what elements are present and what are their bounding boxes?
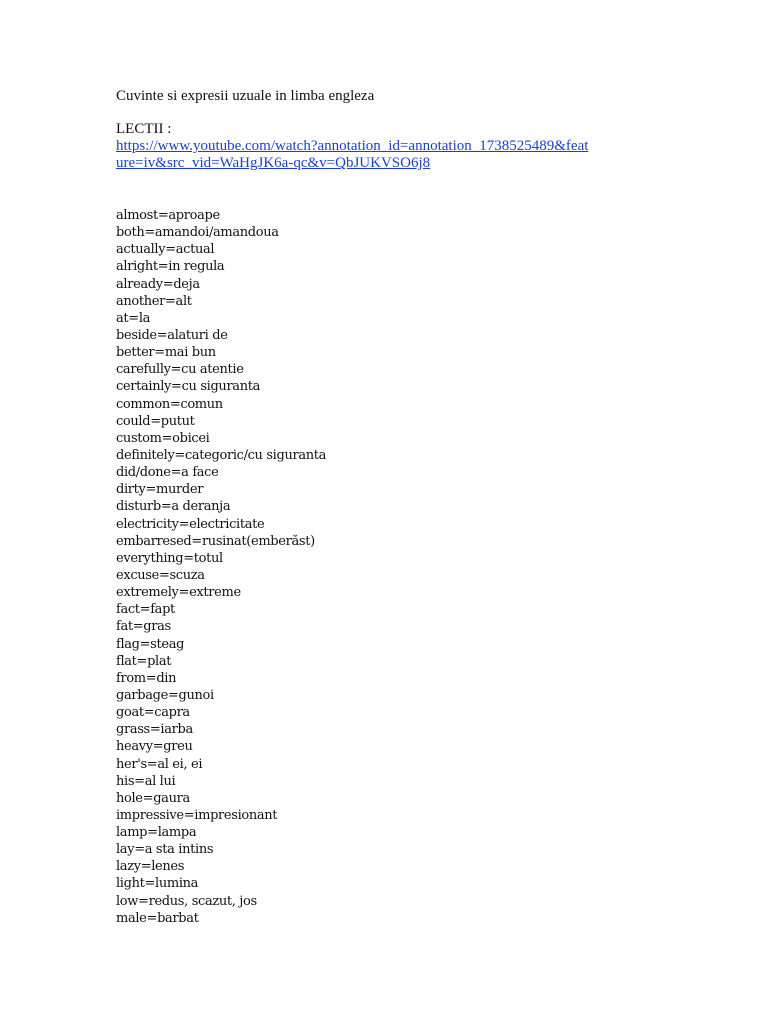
vocabulary-item: did/done=a face bbox=[116, 465, 219, 481]
vocabulary-item: custom=obicei bbox=[116, 430, 210, 446]
vocabulary-item: light=lumina bbox=[116, 876, 199, 892]
youtube-link-line-2[interactable]: ure=iv&src_vid=WaHgJK6a-qc&v=QbJUKVSO6j8 bbox=[116, 155, 431, 171]
document-title: Cuvinte si expresii uzuale in limba engleza bbox=[116, 88, 375, 104]
vocabulary-item: could=putut bbox=[116, 413, 195, 429]
vocabulary-list bbox=[116, 207, 736, 927]
vocabulary-item: common=comun bbox=[116, 396, 223, 412]
vocabulary-item: heavy=greu bbox=[116, 739, 193, 755]
vocabulary-item: extremely=extreme bbox=[116, 585, 241, 601]
vocabulary-item: goat=capra bbox=[116, 705, 190, 721]
vocabulary-item: lay=a sta intins bbox=[116, 842, 214, 858]
vocabulary-item: definitely=categoric/cu siguranta bbox=[116, 447, 327, 463]
vocabulary-item: flag=steag bbox=[116, 636, 185, 652]
vocabulary-item: her's=al ei, ei bbox=[116, 756, 203, 772]
vocabulary-item: from=din bbox=[116, 670, 177, 686]
vocabulary-item: both=amandoi/amandoua bbox=[116, 225, 279, 241]
vocabulary-item: garbage=gunoi bbox=[116, 687, 214, 703]
vocabulary-item: lamp=lampa bbox=[116, 825, 197, 841]
vocabulary-item: at=la bbox=[116, 310, 151, 326]
vocabulary-item: alright=in regula bbox=[116, 259, 225, 275]
vocabulary-item: fat=gras bbox=[116, 619, 171, 635]
youtube-link-line-1[interactable]: https://www.youtube.com/watch?annotation_id=annotation_1738525489&feat bbox=[116, 138, 589, 154]
vocabulary-item: grass=iarba bbox=[116, 722, 193, 738]
vocabulary-item: better=mai bun bbox=[116, 345, 216, 361]
vocabulary-item: disturb=a deranja bbox=[116, 499, 231, 515]
vocabulary-item: fact=fapt bbox=[116, 602, 175, 618]
lectii-label: LECTII : bbox=[116, 121, 172, 137]
vocabulary-item: electricity=electricitate bbox=[116, 516, 265, 532]
vocabulary-item: hole=gaura bbox=[116, 790, 190, 806]
vocabulary-item: actually=actual bbox=[116, 242, 215, 258]
vocabulary-item: low=redus, scazut, jos bbox=[116, 893, 257, 909]
vocabulary-item: beside=alaturi de bbox=[116, 327, 228, 343]
vocabulary-item: everything=totul bbox=[116, 550, 223, 566]
vocabulary-item: male=barbat bbox=[116, 910, 199, 926]
vocabulary-item: almost=aproape bbox=[116, 208, 220, 223]
vocabulary-item: dirty=murder bbox=[116, 482, 204, 498]
vocabulary-item: embarresed=rusinat(emberăst) bbox=[116, 533, 315, 549]
vocabulary-item: carefully=cu atentie bbox=[116, 362, 244, 378]
vocabulary-item: another=alt bbox=[116, 293, 192, 309]
document-page bbox=[116, 88, 736, 927]
vocabulary-item: certainly=cu siguranta bbox=[116, 379, 261, 395]
vocabulary-item: his=al lui bbox=[116, 773, 176, 789]
vocabulary-item: impressive=impresionant bbox=[116, 807, 278, 823]
vocabulary-item: excuse=scuza bbox=[116, 567, 205, 583]
youtube-link[interactable] bbox=[116, 138, 736, 172]
vocabulary-item: already=deja bbox=[116, 276, 200, 292]
vocabulary-item: flat=plat bbox=[116, 653, 172, 669]
vocabulary-item: lazy=lenes bbox=[116, 859, 185, 875]
